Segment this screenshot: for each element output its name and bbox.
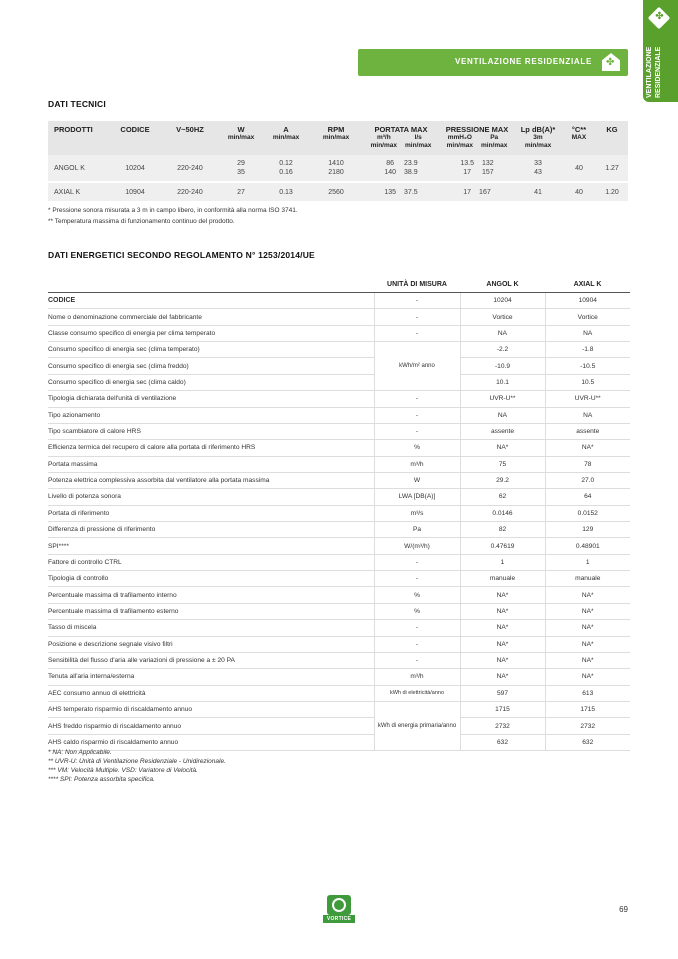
row-unit: m³/h — [374, 456, 460, 472]
row-unit: - — [374, 309, 460, 325]
row-value-angol: 75 — [460, 456, 545, 472]
house-leaf-icon — [602, 53, 620, 71]
row-value-axial: manuale — [545, 571, 630, 587]
row-unit: m³/s — [374, 505, 460, 521]
row-value-axial: -1.8 — [545, 342, 630, 358]
row-label: Percentuale massima di trafilamento esterno — [48, 603, 374, 619]
row-label: Consumo specifico di energia sec (clima caldo) — [48, 374, 374, 390]
row-value-axial: NA* — [545, 669, 630, 685]
row-unit: - — [374, 325, 460, 341]
row-unit: kWh/m² anno — [374, 342, 460, 391]
energy-footnotes — [48, 748, 226, 784]
cell-rpm: 2560 — [310, 182, 362, 201]
row-label: Tasso di miscela — [48, 620, 374, 636]
row-label: CODICE — [48, 293, 374, 309]
th-empty — [48, 276, 374, 293]
row-unit: % — [374, 440, 460, 456]
cell-pressione: 13.5 17 132 157 — [440, 155, 514, 182]
row-label: AEC consumo annuo di elettricità — [48, 685, 374, 701]
row-unit: - — [374, 652, 460, 668]
th-temp: °C** MAX — [562, 121, 596, 155]
row-unit: % — [374, 603, 460, 619]
table-row — [48, 505, 630, 521]
banner-title: VENTILAZIONE RESIDENZIALE — [454, 57, 592, 66]
table-row — [48, 423, 630, 439]
row-value-angol: NA* — [460, 587, 545, 603]
th-v: V~50HZ — [160, 121, 220, 155]
side-tab-line2: RESIDENZIALE — [655, 46, 662, 98]
row-label: AHS caldo risparmio di riscaldamento annuo — [48, 734, 374, 750]
row-value-axial: UVR-U** — [545, 391, 630, 407]
leaf-house-icon — [648, 7, 671, 30]
table-row — [48, 522, 630, 538]
table-row — [48, 685, 630, 701]
row-value-angol: 10204 — [460, 293, 545, 309]
row-label: AHS temperato risparmio di riscaldamento annuo — [48, 701, 374, 717]
table-row — [48, 407, 630, 423]
row-label: Tipologia dichiarata dell'unità di ventilazione — [48, 391, 374, 407]
table-row — [48, 718, 630, 734]
row-value-angol: NA* — [460, 440, 545, 456]
row-value-angol: 0.0146 — [460, 505, 545, 521]
cell-lp: 33 43 — [514, 155, 562, 182]
cell-a: 0.12 0.16 — [262, 155, 310, 182]
row-label: Tipo azionamento — [48, 407, 374, 423]
table-row — [48, 489, 630, 505]
row-unit: - — [374, 423, 460, 439]
cell-w: 29 35 — [220, 155, 262, 182]
row-value-angol: Vortice — [460, 309, 545, 325]
cell-portata: 86 140 23.9 38.9 — [362, 155, 440, 182]
row-label: Posizione e descrizione segnale visivo filtri — [48, 636, 374, 652]
row-value-angol: 1715 — [460, 701, 545, 717]
row-value-axial: assente — [545, 423, 630, 439]
row-value-axial: 10.5 — [545, 374, 630, 390]
row-value-axial: 129 — [545, 522, 630, 538]
row-value-axial: NA* — [545, 636, 630, 652]
cell-kg: 1.27 — [596, 155, 628, 182]
row-value-angol: 632 — [460, 734, 545, 750]
row-unit: Pa — [374, 522, 460, 538]
row-value-axial: NA* — [545, 620, 630, 636]
row-value-angol: NA* — [460, 603, 545, 619]
table-row — [48, 636, 630, 652]
row-label: Percentuale massima di trafilamento interno — [48, 587, 374, 603]
th-codice: CODICE — [110, 121, 160, 155]
cell-a: 0.13 — [262, 182, 310, 201]
row-value-axial: 0.0152 — [545, 505, 630, 521]
th-prodotti: PRODOTTI — [48, 121, 110, 155]
table-row — [48, 669, 630, 685]
row-value-axial: NA* — [545, 603, 630, 619]
footnote: *** VM: Velocità Multiple. VSD: Variatore di Velocità. — [48, 767, 198, 774]
table-row — [48, 391, 630, 407]
tech-table — [48, 121, 628, 201]
row-value-angol: NA* — [460, 669, 545, 685]
row-value-axial: 613 — [545, 685, 630, 701]
row-unit: kWh di elettricità/anno — [374, 685, 460, 701]
table-row — [48, 374, 630, 390]
footnote: ** UVR-U: Unità di Ventilazione Residenziale - Unidirezionale. — [48, 758, 226, 765]
th-a: A min/max — [262, 121, 310, 155]
table-row — [48, 456, 630, 472]
row-label: Consumo specifico di energia sec (clima freddo) — [48, 358, 374, 374]
row-label: Tenuta all'aria interna/esterna — [48, 669, 374, 685]
th-w: W min/max — [220, 121, 262, 155]
vortice-logo-text: VORTICE — [323, 915, 355, 923]
th-portata: PORTATA MAX m³/h min/max l/s min/max — [362, 121, 440, 155]
row-label: Consumo specifico di energia sec (clima temperato) — [48, 342, 374, 358]
row-label: Sensibilità del flusso d'aria alle variazioni di pressione a ± 20 PA — [48, 652, 374, 668]
row-value-angol: manuale — [460, 571, 545, 587]
row-unit: - — [374, 407, 460, 423]
row-value-axial: 2732 — [545, 718, 630, 734]
tech-notes — [48, 205, 298, 227]
th-axial: AXIAL K — [545, 276, 630, 293]
side-tab-line1: VENTILAZIONE — [646, 46, 653, 98]
side-tab-label — [645, 34, 675, 98]
footnote: **** SPI: Potenza assorbita specifica. — [48, 776, 155, 783]
row-unit: % — [374, 587, 460, 603]
row-value-angol: NA* — [460, 636, 545, 652]
row-value-angol: 597 — [460, 685, 545, 701]
row-value-angol: 29.2 — [460, 472, 545, 488]
cell-portata: 135 37.5 — [362, 182, 440, 201]
table-row — [48, 472, 630, 488]
row-value-axial: 78 — [545, 456, 630, 472]
table-row — [48, 358, 630, 374]
row-value-axial: 10904 — [545, 293, 630, 309]
cell-v: 220-240 — [160, 155, 220, 182]
row-unit: - — [374, 571, 460, 587]
row-unit: - — [374, 636, 460, 652]
cell-codice: 10204 — [110, 155, 160, 182]
table-row — [48, 587, 630, 603]
cell-w: 27 — [220, 182, 262, 201]
row-value-axial: 27.0 — [545, 472, 630, 488]
row-unit: kWh di energia primaria/anno — [374, 701, 460, 750]
row-label: Tipologia di controllo — [48, 571, 374, 587]
row-label: SPI**** — [48, 538, 374, 554]
row-label: Fattore di controllo CTRL — [48, 554, 374, 570]
row-unit: - — [374, 293, 460, 309]
cell-temp: 40 — [562, 155, 596, 182]
table-row — [48, 325, 630, 341]
cell-prodotto: ANGOL K — [48, 155, 110, 182]
table-row — [48, 538, 630, 554]
table-row — [48, 309, 630, 325]
row-value-axial: NA* — [545, 587, 630, 603]
row-value-axial: NA — [545, 325, 630, 341]
table-row — [48, 652, 630, 668]
row-value-axial: NA — [545, 407, 630, 423]
table-row — [48, 440, 630, 456]
row-value-angol: 2732 — [460, 718, 545, 734]
cell-prodotto: AXIAL K — [48, 182, 110, 201]
row-value-axial: 0.48901 — [545, 538, 630, 554]
row-value-angol: UVR-U** — [460, 391, 545, 407]
page-number: 69 — [619, 905, 628, 914]
energy-table — [48, 276, 630, 751]
row-unit: W — [374, 472, 460, 488]
section-banner — [358, 49, 628, 76]
cell-rpm: 1410 2180 — [310, 155, 362, 182]
row-value-angol: NA* — [460, 652, 545, 668]
th-unit: UNITÀ DI MISURA — [374, 276, 460, 293]
row-value-axial: -10.5 — [545, 358, 630, 374]
vortice-logo-icon — [327, 895, 351, 915]
footnote: * NA: Non Applicabile. — [48, 749, 112, 756]
side-section-tab — [643, 0, 678, 102]
row-value-angol: 82 — [460, 522, 545, 538]
row-label: Nome o denominazione commerciale del fabbricante — [48, 309, 374, 325]
row-value-angol: -10.9 — [460, 358, 545, 374]
th-kg: KG — [596, 121, 628, 155]
energy-title: DATI ENERGETICI SECONDO REGOLAMENTO N° 1253/2014/UE — [48, 250, 315, 260]
th-rpm: RPM min/max — [310, 121, 362, 155]
row-label: Potenza elettrica complessiva assorbita dal ventilatore alla portata massima — [48, 472, 374, 488]
cell-v: 220-240 — [160, 182, 220, 201]
row-label: Portata massima — [48, 456, 374, 472]
row-value-angol: 1 — [460, 554, 545, 570]
row-label: Portata di riferimento — [48, 505, 374, 521]
row-label: Classe consumo specifico di energia per clima temperato — [48, 325, 374, 341]
table-row — [48, 571, 630, 587]
vortice-logo — [323, 895, 355, 925]
row-label: AHS freddo risparmio di riscaldamento annuo — [48, 718, 374, 734]
table-row — [48, 182, 628, 201]
row-value-axial: 1715 — [545, 701, 630, 717]
row-value-angol: NA — [460, 407, 545, 423]
table-row — [48, 603, 630, 619]
tech-title: DATI TECNICI — [48, 99, 106, 109]
row-unit: - — [374, 391, 460, 407]
cell-lp: 41 — [514, 182, 562, 201]
row-value-angol: 0.47619 — [460, 538, 545, 554]
row-value-angol: assente — [460, 423, 545, 439]
cell-kg: 1.20 — [596, 182, 628, 201]
tech-note: ** Temperatura massima di funzionamento continuo del prodotto. — [48, 218, 235, 225]
row-value-axial: 1 — [545, 554, 630, 570]
row-label: Livello di potenza sonora — [48, 489, 374, 505]
table-row — [48, 620, 630, 636]
row-value-axial: 64 — [545, 489, 630, 505]
th-pressione: PRESSIONE MAX mmH₂O min/max Pa min/max — [440, 121, 514, 155]
row-label: Differenza di pressione di riferimento — [48, 522, 374, 538]
table-row — [48, 701, 630, 717]
row-label: Tipo scambiatore di calore HRS — [48, 423, 374, 439]
row-value-angol: 10.1 — [460, 374, 545, 390]
cell-pressione: 17 167 — [440, 182, 514, 201]
row-value-angol: -2.2 — [460, 342, 545, 358]
th-lp: Lp dB(A)* 3m min/max — [514, 121, 562, 155]
row-unit: - — [374, 554, 460, 570]
row-label: Efficienza termica del recupero di calore alla portata di riferimento HRS — [48, 440, 374, 456]
row-unit: W/(m³/h) — [374, 538, 460, 554]
table-row — [48, 155, 628, 182]
th-angol: ANGOL K — [460, 276, 545, 293]
table-row — [48, 293, 630, 309]
table-row — [48, 554, 630, 570]
row-unit: - — [374, 620, 460, 636]
cell-codice: 10904 — [110, 182, 160, 201]
row-unit: m³/h — [374, 669, 460, 685]
row-value-axial: Vortice — [545, 309, 630, 325]
cell-temp: 40 — [562, 182, 596, 201]
tech-note: * Pressione sonora misurata a 3 m in campo libero, in conformità alla norma ISO 3741. — [48, 207, 298, 214]
row-value-angol: NA* — [460, 620, 545, 636]
row-unit: LWA [DB(A)] — [374, 489, 460, 505]
row-value-axial: 632 — [545, 734, 630, 750]
row-value-axial: NA* — [545, 440, 630, 456]
row-value-axial: NA* — [545, 652, 630, 668]
table-row — [48, 342, 630, 358]
row-value-angol: 62 — [460, 489, 545, 505]
row-value-angol: NA — [460, 325, 545, 341]
